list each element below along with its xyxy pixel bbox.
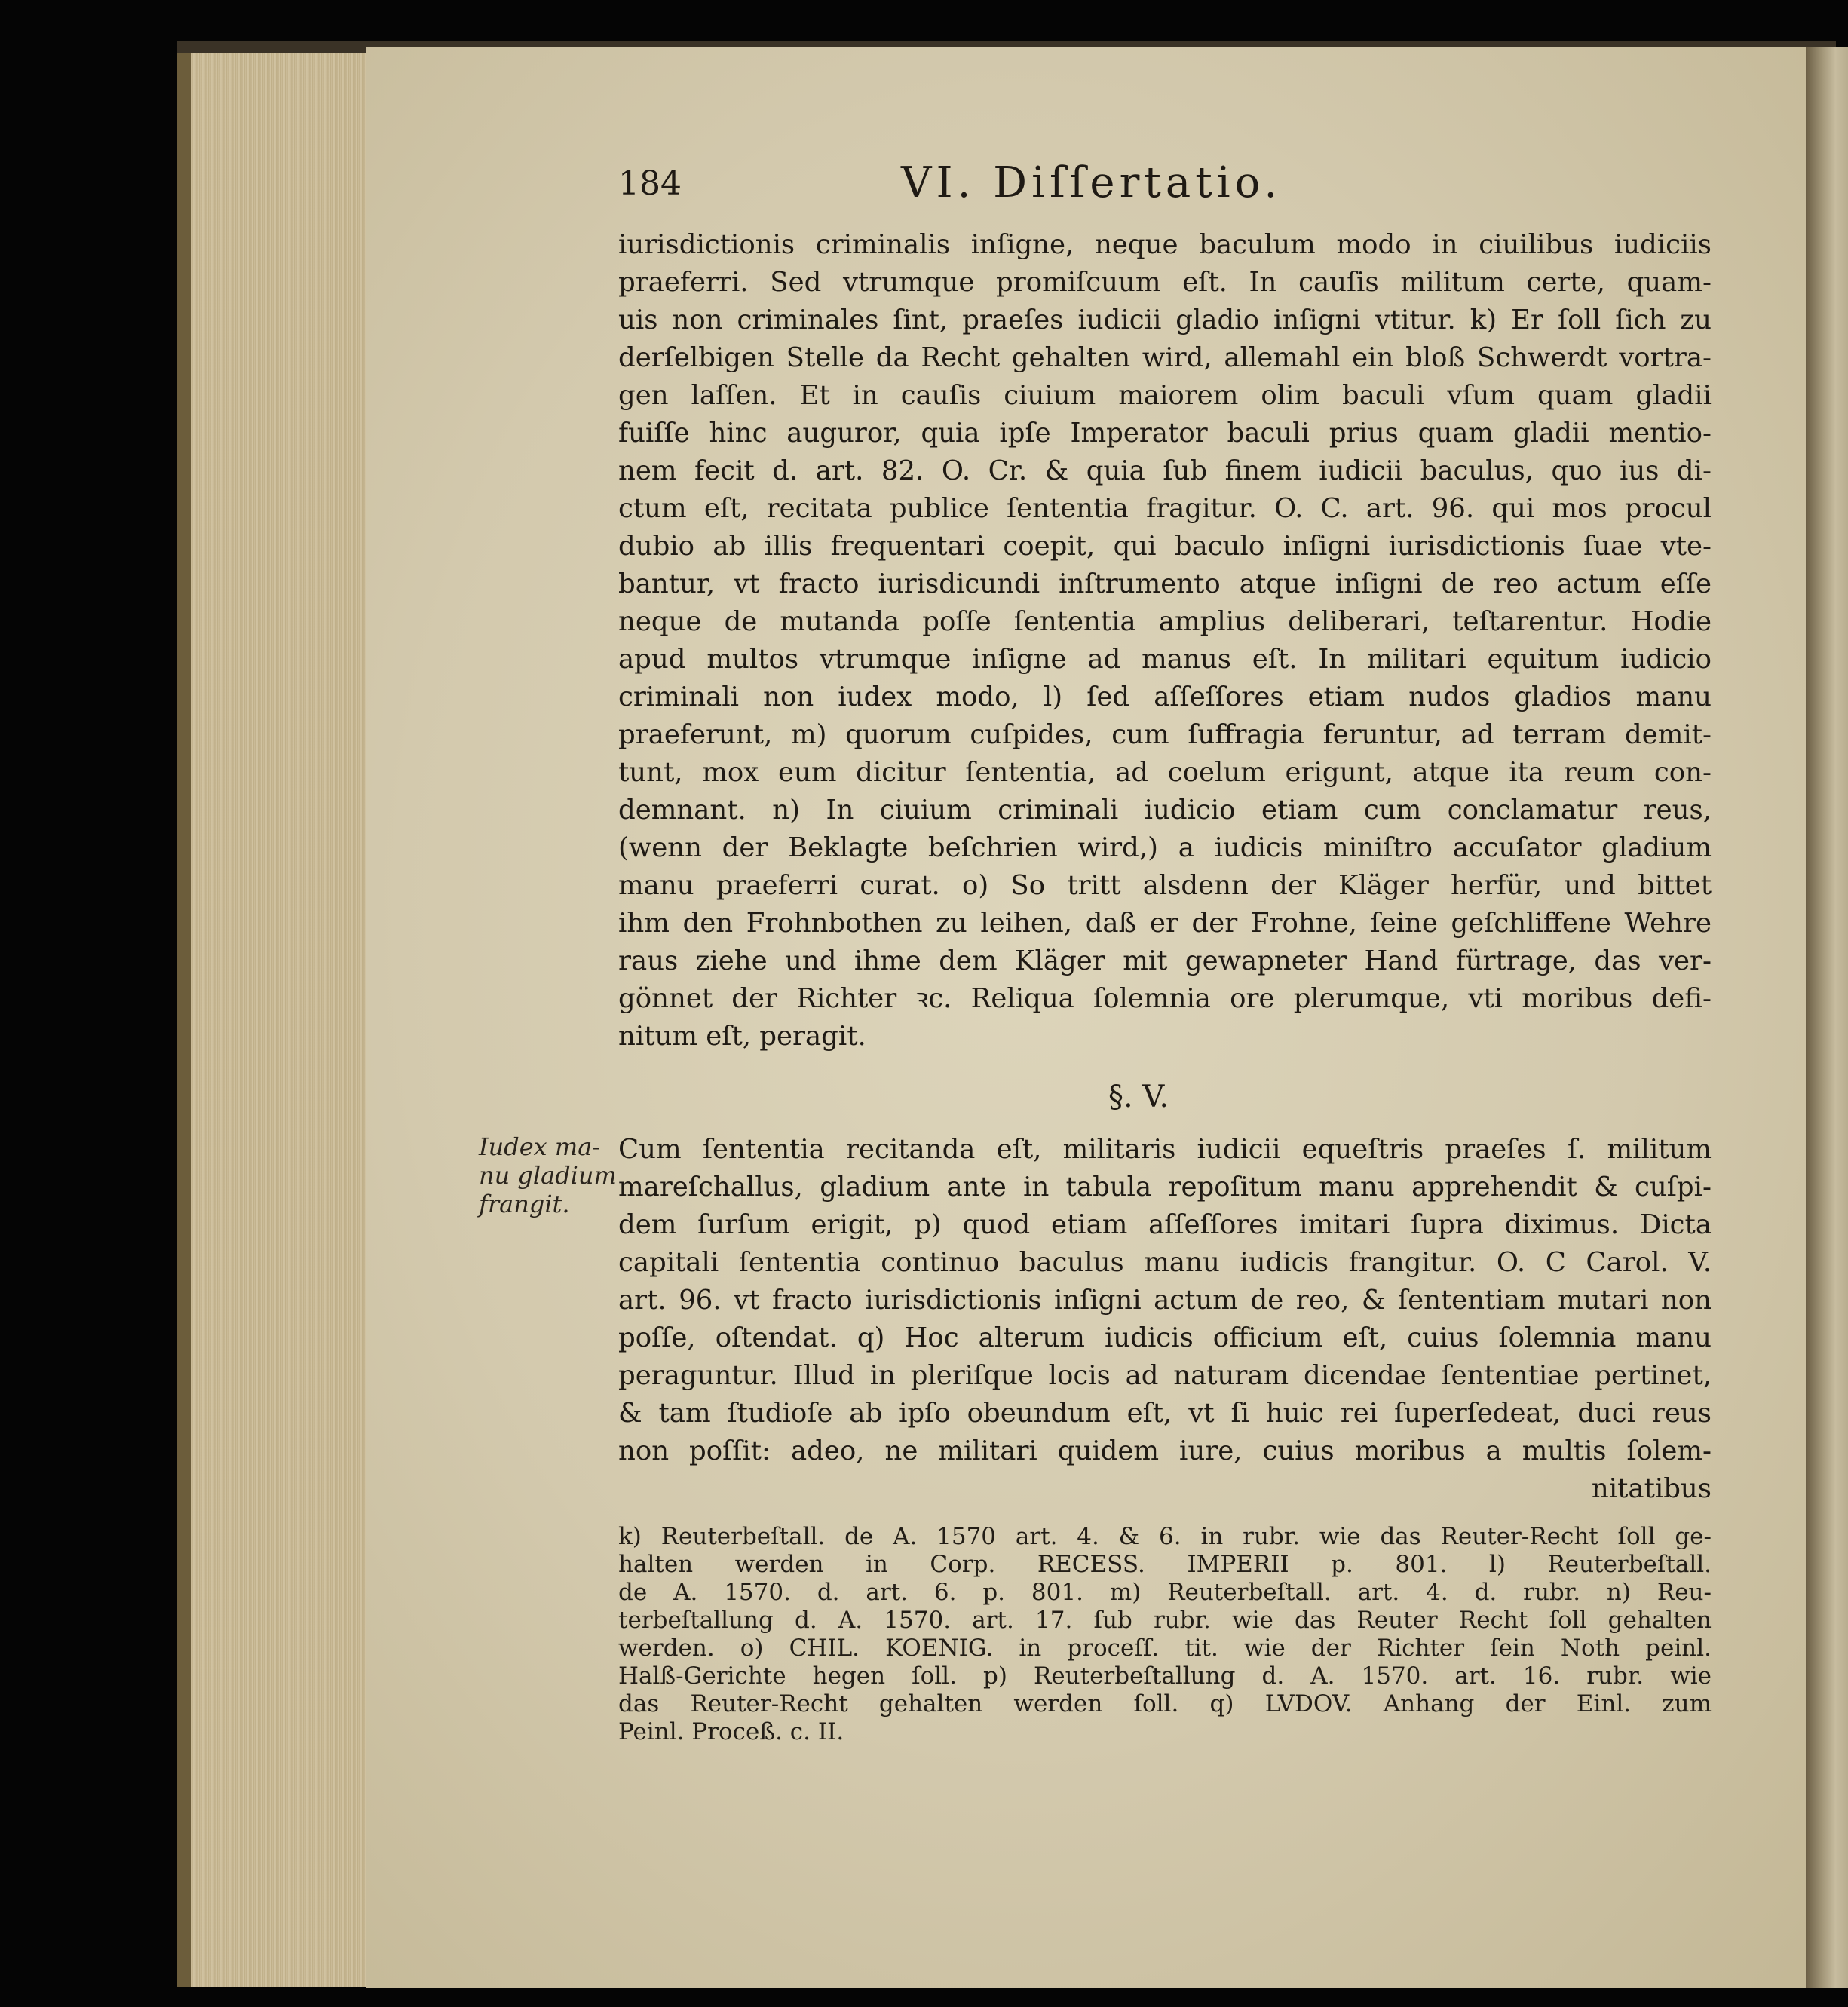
section-text bbox=[618, 1131, 1712, 1508]
text-line: praeferri. Sed vtrumque promiſcuum eſt. In cauſis militum certe, quam- bbox=[618, 267, 1712, 298]
text-line: dem ſurſum erigit, p) quod etiam aſſeſſores imitari ſupra diximus. Dicta bbox=[618, 1209, 1712, 1240]
text-line: poſſe, oſtendat. q) Hoc alterum iudicis officium eſt, cuius ſolemnia manu bbox=[618, 1322, 1712, 1353]
marginal-note-line: frangit. bbox=[479, 1190, 570, 1218]
text-line: gönnet der Richter ꝛc. Reliqua ſolemnia ore plerumque, vti moribus defi- bbox=[618, 983, 1712, 1014]
footnotes bbox=[618, 1523, 1712, 1746]
footnote-line: halten werden in Corp. RECESS. IMPERII p. 801. l) Reuterbeſtall. bbox=[618, 1551, 1712, 1578]
text-line: raus ziehe und ihme dem Kläger mit gewapneter Hand fürtrage, das ver- bbox=[618, 945, 1712, 976]
footnote-line: das Reuter-Recht gehalten werden ſoll. q) LVDOV. Anhang der Einl. zum bbox=[618, 1690, 1712, 1717]
footnote-line: de A. 1570. d. art. 6. p. 801. m) Reuterbeſtall. art. 4. d. rubr. n) Reu- bbox=[618, 1579, 1712, 1606]
text-line: nitatibus bbox=[1591, 1473, 1712, 1504]
text-line: manu praeferri curat. o) So tritt alsdenn der Kläger herfür, und bittet bbox=[618, 870, 1712, 901]
text-line: apud multos vtrumque inſigne ad manus eſt. In militari equitum iudicio bbox=[618, 644, 1712, 675]
text-line: ihm den Frohnbothen zu leihen, daß er der Frohne, ſeine geſchliffene Wehre bbox=[618, 908, 1712, 939]
marginal-note-line: nu gladium bbox=[479, 1161, 617, 1190]
footnote-line: Halß-Gerichte hegen ſoll. p) Reuterbeſtallung d. A. 1570. art. 16. rubr. wie bbox=[618, 1662, 1712, 1690]
footnote-line: terbeſtallung d. A. 1570. art. 17. ſub rubr. wie das Reuter Recht ſoll gehalten bbox=[618, 1607, 1712, 1634]
text-line: (wenn der Beklagte beſchrien wird,) a iudicis miniſtro accuſator gladium bbox=[618, 832, 1712, 863]
text-line: dubio ab illis frequentari coepit, qui baculo inſigni iurisdictionis ſuae vte- bbox=[618, 531, 1712, 562]
page-edges bbox=[177, 53, 379, 1987]
marginal-note-line: Iudex ma- bbox=[479, 1132, 601, 1161]
text-line: criminali non iudex modo, l) ſed aſſeſſores etiam nudos gladios manu bbox=[618, 682, 1712, 712]
text-line: tunt, mox eum dicitur ſententia, ad coelum erigunt, atque ita reum con- bbox=[618, 757, 1712, 788]
text-line: iurisdictionis criminalis inſigne, neque baculum modo in ciuilibus iudiciis bbox=[618, 229, 1712, 260]
text-line: mareſchallus, gladium ante in tabula repoſitum manu apprehendit & cuſpi- bbox=[618, 1172, 1712, 1203]
text-line: nem fecit d. art. 82. O. Cr. & quia ſub finem iudicii baculus, quo ius di- bbox=[618, 455, 1712, 486]
marginal-note bbox=[479, 1132, 630, 1218]
text-line: derſelbigen Stelle da Recht gehalten wird, allemahl ein bloß Schwerdt vortra- bbox=[618, 342, 1712, 373]
paragraph-1 bbox=[618, 226, 1712, 1056]
text-line: demnant. n) In ciuium criminali iudicio etiam cum conclamatur reus, bbox=[618, 795, 1712, 826]
text-line: non poſſit: adeo, ne militari quidem iure, cuius moribus a multis ſolem- bbox=[618, 1436, 1712, 1466]
running-title: VI. Diſſertatio. bbox=[901, 158, 1283, 207]
footnote-line: Peinl. Proceß. c. II. bbox=[618, 1718, 844, 1745]
text-line: Cum ſententia recitanda eſt, militaris iudicii equeſtris praeſes ſ. militum bbox=[618, 1134, 1712, 1165]
book-gutter bbox=[1806, 47, 1848, 1988]
text-line: praeferunt, m) quorum cuſpides, cum ſuffragia feruntur, ad terram demit- bbox=[618, 719, 1712, 750]
page-header bbox=[618, 151, 1719, 211]
text-line: bantur, vt fracto iurisdicundi inſtrumento atque inſigni de reo actum eſſe bbox=[618, 568, 1712, 599]
text-line: & tam ſtudioſe ab ipſo obeundum eſt, vt ſi huic rei ſuperſedeat, duci reus bbox=[618, 1398, 1712, 1429]
text-line: uis non criminales ſint, praeſes iudicii gladio inſigni vtitur. k) Er ſoll ſich zu bbox=[618, 305, 1712, 336]
text-line: peraguntur. Illud in pleriſque locis ad naturam dicendae ſententiae pertinet, bbox=[618, 1360, 1712, 1391]
text-line: art. 96. vt fracto iurisdictionis inſigni actum de reo, & ſententiam mutari non bbox=[618, 1285, 1712, 1316]
text-line: nitum eſt, peragit. bbox=[618, 1021, 866, 1052]
page-number: 184 bbox=[618, 164, 682, 203]
text-line: neque de mutanda poſſe ſententia amplius deliberari, teſtarentur. Hodie bbox=[618, 606, 1712, 637]
footnote-line: k) Reuterbeſtall. de A. 1570 art. 4. & 6. in rubr. wie das Reuter-Recht ſoll ge- bbox=[618, 1523, 1712, 1550]
text-line: gen laſſen. Et in cauſis ciuium maiorem olim baculi vſum quam gladii bbox=[618, 380, 1712, 411]
footnote-line: werden. o) CHIL. KOENIG. in proceſſ. tit. wie der Richter ſein Noth peinl. bbox=[618, 1635, 1712, 1662]
text-line: ctum eſt, recitata publice ſententia fragitur. O. C. art. 96. qui mos procul bbox=[618, 493, 1712, 524]
text-line: capitali ſententia continuo baculus manu iudicis frangitur. O. C Carol. V. bbox=[618, 1247, 1712, 1278]
text-line: fuiſſe hinc auguror, quia ipſe Imperator baculi prius quam gladii mentio- bbox=[618, 418, 1712, 449]
section-heading: §. V. bbox=[1108, 1080, 1169, 1114]
